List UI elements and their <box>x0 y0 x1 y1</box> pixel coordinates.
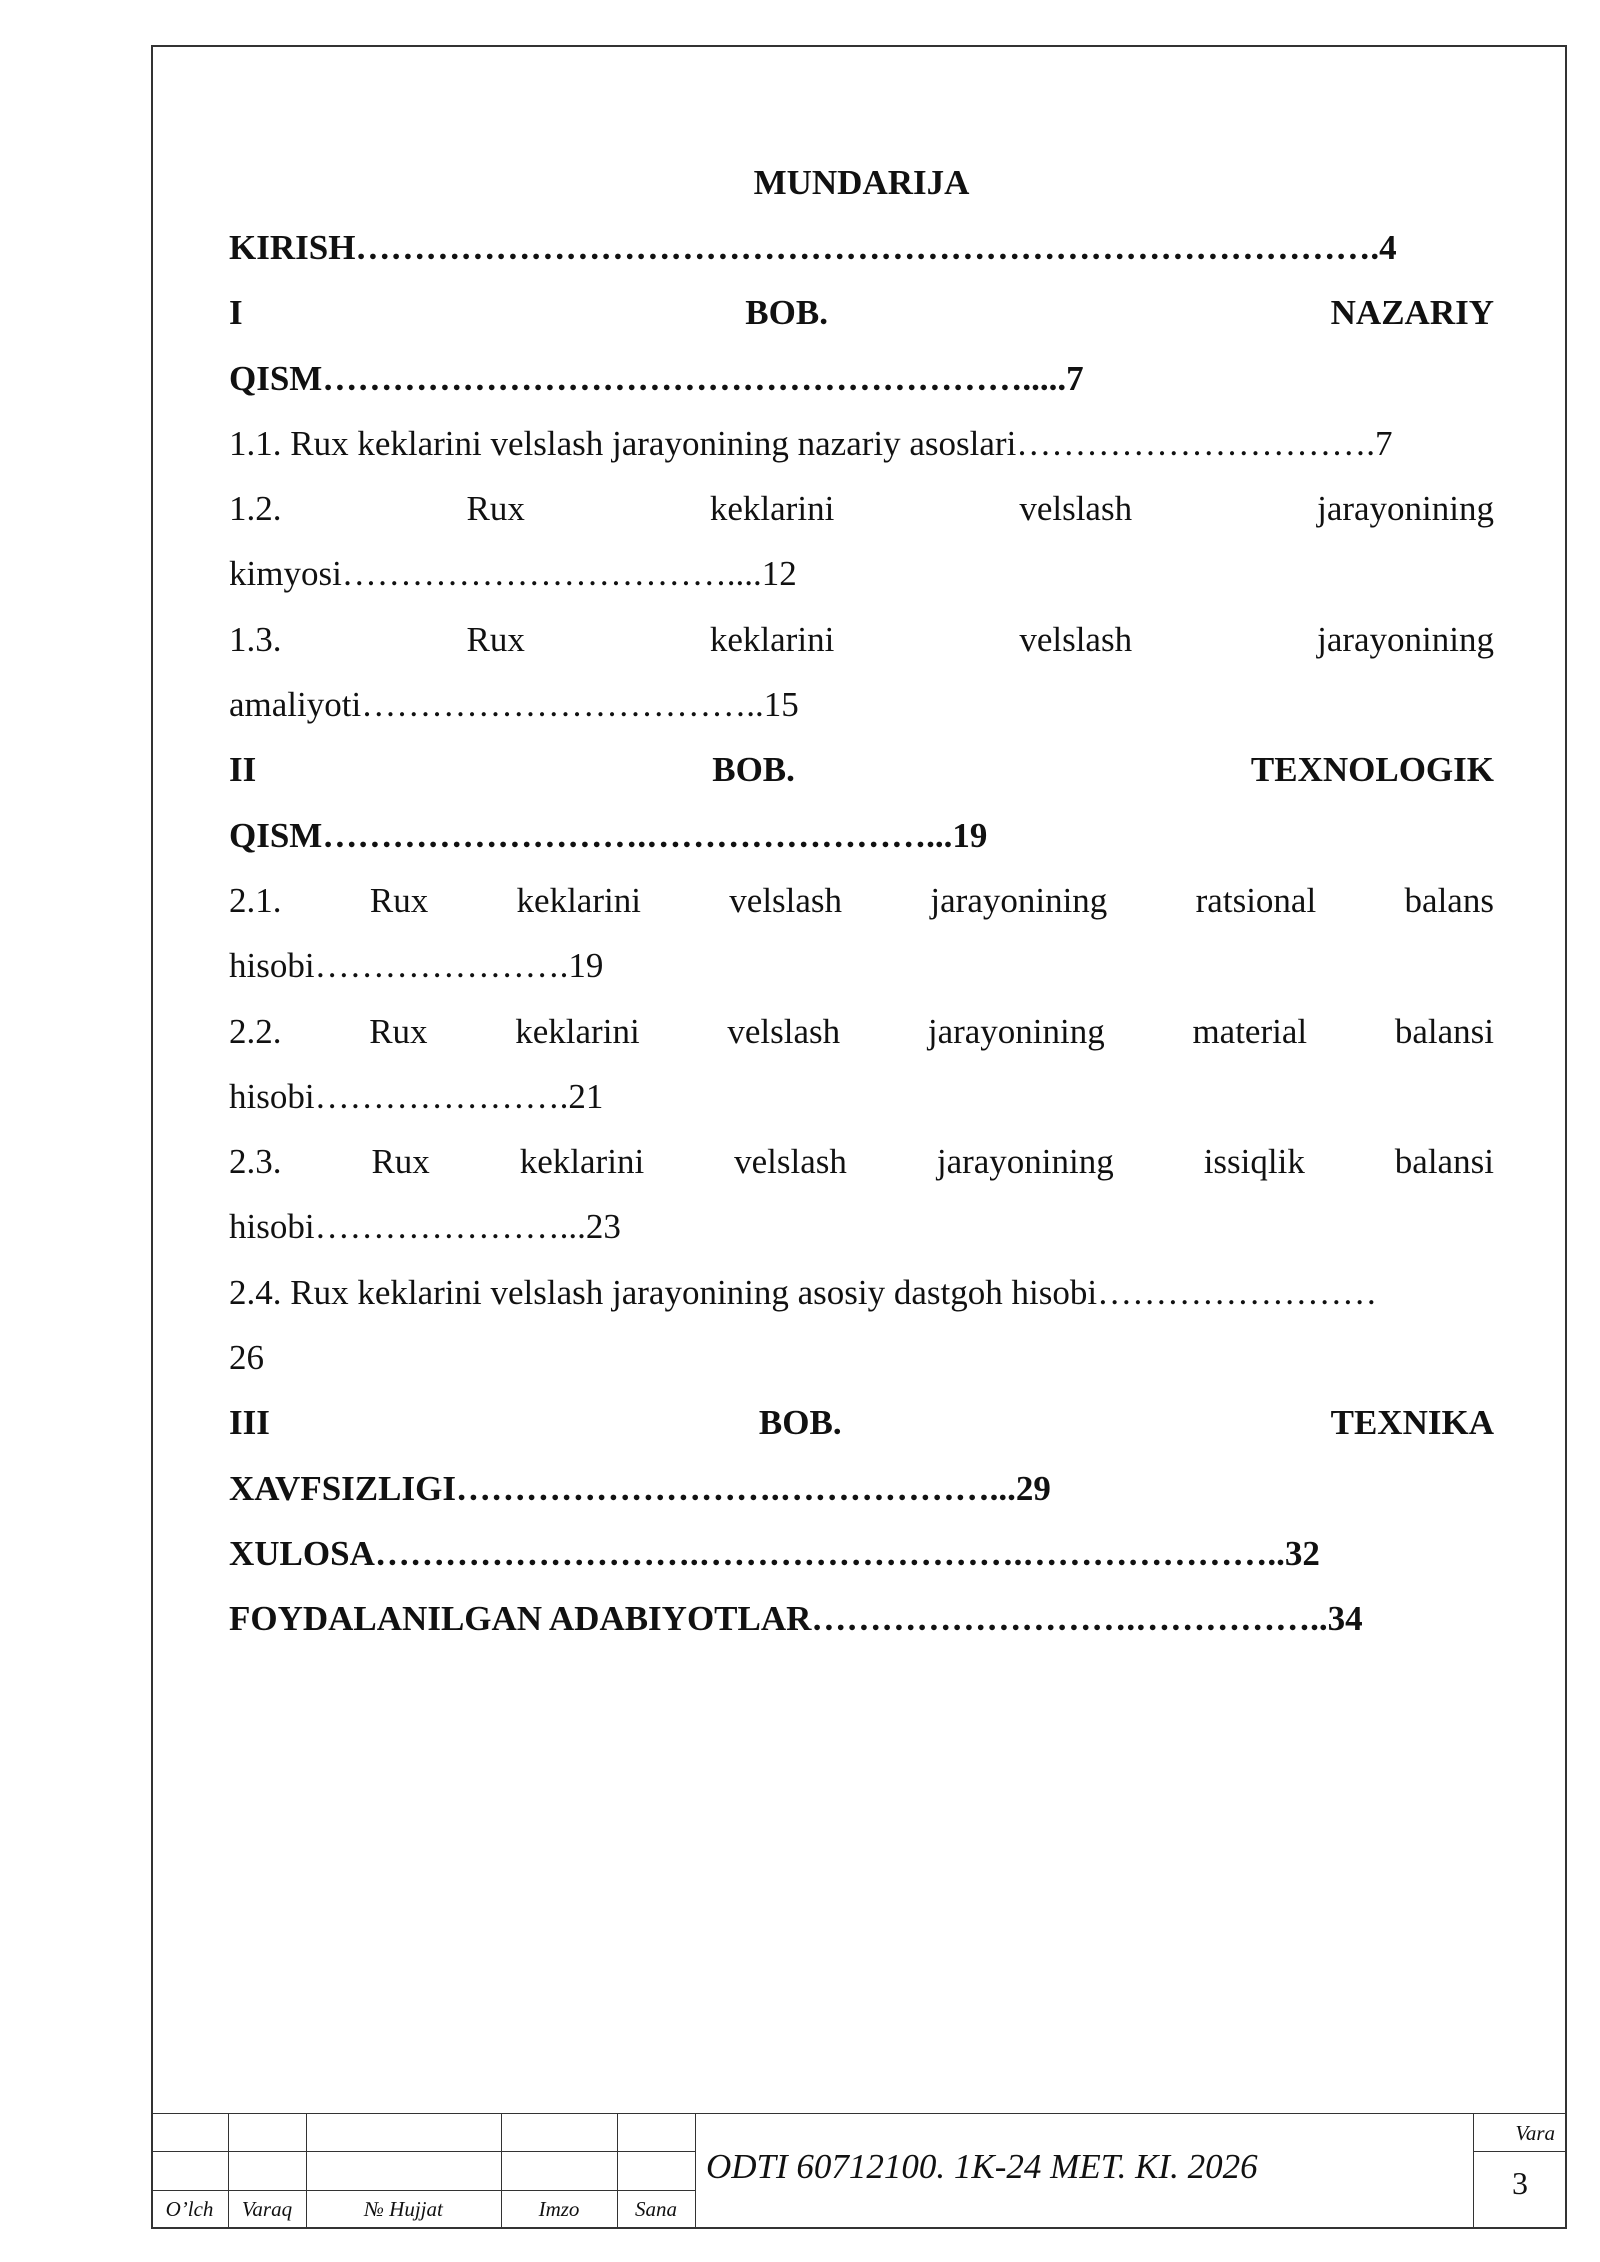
toc-word: II <box>229 750 257 790</box>
sheet-label: Vara <box>1515 2121 1555 2145</box>
toc-entry-bob1 <box>229 280 1494 345</box>
toc-entry-1-3-cont: amaliyoti……………………………..15 <box>229 685 799 725</box>
toc-entry-1-2 <box>229 476 1494 541</box>
toc-entry-xulosa: XULOSA……………………….……………………….…………………..32 <box>229 1533 1320 1573</box>
toc-entry-1-1: 1.1. Rux keklarini velslash jarayonining nazariy asoslari………………………….7 <box>229 423 1393 463</box>
toc-word: material <box>1192 1011 1308 1051</box>
toc-word: jarayonining <box>1317 619 1494 659</box>
toc-word: keklarini <box>519 1142 645 1182</box>
toc-word: jarayonining <box>936 1142 1114 1182</box>
stamp-divider <box>151 2113 1567 2114</box>
toc-word: issiqlik <box>1203 1142 1305 1182</box>
toc-word: TEXNOLOGIK <box>1250 750 1494 790</box>
toc-word: balans <box>1404 880 1494 920</box>
toc-entry-2-2-cont: hisobi………………….21 <box>229 1076 604 1116</box>
document-code: ODTI 60712100. 1K-24 MET. KI. 2026 <box>706 2147 1258 2186</box>
toc-entry-bob2-cont: QISM……………………….……………………...19 <box>229 815 988 855</box>
toc-word: III <box>229 1403 270 1443</box>
toc-entry-2-4: 2.4. Rux keklarini velslash jarayonining asosiy dastgoh hisobi…………………… <box>229 1272 1378 1312</box>
toc-entry-bob3 <box>229 1390 1494 1455</box>
toc-word: Rux <box>466 489 525 529</box>
toc-entry-2-4-cont: 26 <box>229 1338 264 1378</box>
toc-word: BOB. <box>712 750 795 790</box>
toc-entry-2-3 <box>229 1129 1494 1194</box>
toc-word: Rux <box>369 880 429 920</box>
stamp-col-hujjat: № Hujjat <box>364 2197 443 2221</box>
sheet-number: 3 <box>1512 2165 1528 2201</box>
toc-entry-adabiyotlar: FOYDALANILGAN ADABIYOTLAR……………………….……………..34 <box>229 1599 1363 1639</box>
toc-word: I <box>229 293 243 333</box>
toc-word: jarayonining <box>927 1011 1105 1051</box>
stamp-col-sana: Sana <box>635 2197 677 2221</box>
stamp-col-olch: O’lch <box>165 2197 214 2221</box>
toc-entry-2-1-cont: hisobi………………….19 <box>229 946 604 986</box>
toc-word: velslash <box>727 1011 841 1051</box>
toc-word: velslash <box>729 880 843 920</box>
toc-word: balansi <box>1394 1011 1494 1051</box>
toc-word: velslash <box>1019 619 1133 659</box>
toc-word: Rux <box>371 1142 430 1182</box>
toc-word: keklarini <box>516 880 641 920</box>
toc-entry-bob3-cont: XAVFSIZLIGI……………………….………………...29 <box>229 1468 1051 1508</box>
stamp-col-varaq: Varaq <box>241 2197 293 2221</box>
toc-word: keklarini <box>709 489 835 529</box>
toc-entry-2-3-cont: hisobi…………………...23 <box>229 1207 621 1247</box>
toc-word: TEXNIKA <box>1330 1403 1494 1443</box>
toc-word: velslash <box>1019 489 1133 529</box>
toc-word: BOB. <box>758 1403 842 1443</box>
toc-word: BOB. <box>745 293 828 333</box>
toc-word: 1.3. <box>229 619 282 659</box>
toc-word: jarayonining <box>930 880 1108 920</box>
toc-word: 1.2. <box>229 489 282 529</box>
table-of-contents <box>229 150 1494 1652</box>
toc-word: jarayonining <box>1317 489 1494 529</box>
stamp-col-imzo: Imzo <box>538 2197 580 2221</box>
toc-entry-1-3 <box>229 607 1494 672</box>
toc-title: MUNDARIJA <box>753 163 970 202</box>
title-block <box>151 2113 1567 2229</box>
toc-entry-2-2 <box>229 999 1494 1064</box>
toc-entry-bob1-cont: QISM…………………………………………………….....7 <box>229 358 1084 398</box>
stamp-divider <box>151 2190 695 2191</box>
toc-entry-bob2 <box>229 737 1494 802</box>
toc-entry-kirish: KIRISH…………………………………………………………………………….4 <box>229 228 1397 267</box>
stamp-divider <box>151 2151 695 2152</box>
toc-word: Rux <box>466 619 525 659</box>
toc-word: keklarini <box>515 1011 640 1051</box>
toc-word: 2.1. <box>229 880 282 920</box>
toc-entry-1-2-cont: kimyosi……………………………....12 <box>229 554 797 594</box>
toc-word: keklarini <box>709 619 835 659</box>
toc-word: 2.2. <box>229 1011 282 1051</box>
toc-word: NAZARIY <box>1330 293 1494 333</box>
toc-word: 2.3. <box>229 1142 282 1182</box>
toc-word: Rux <box>369 1011 428 1051</box>
stamp-divider <box>695 2113 696 2229</box>
toc-word: balansi <box>1394 1142 1494 1182</box>
toc-entry-2-1 <box>229 868 1494 933</box>
toc-word: ratsional <box>1195 880 1317 920</box>
toc-word: velslash <box>734 1142 847 1182</box>
